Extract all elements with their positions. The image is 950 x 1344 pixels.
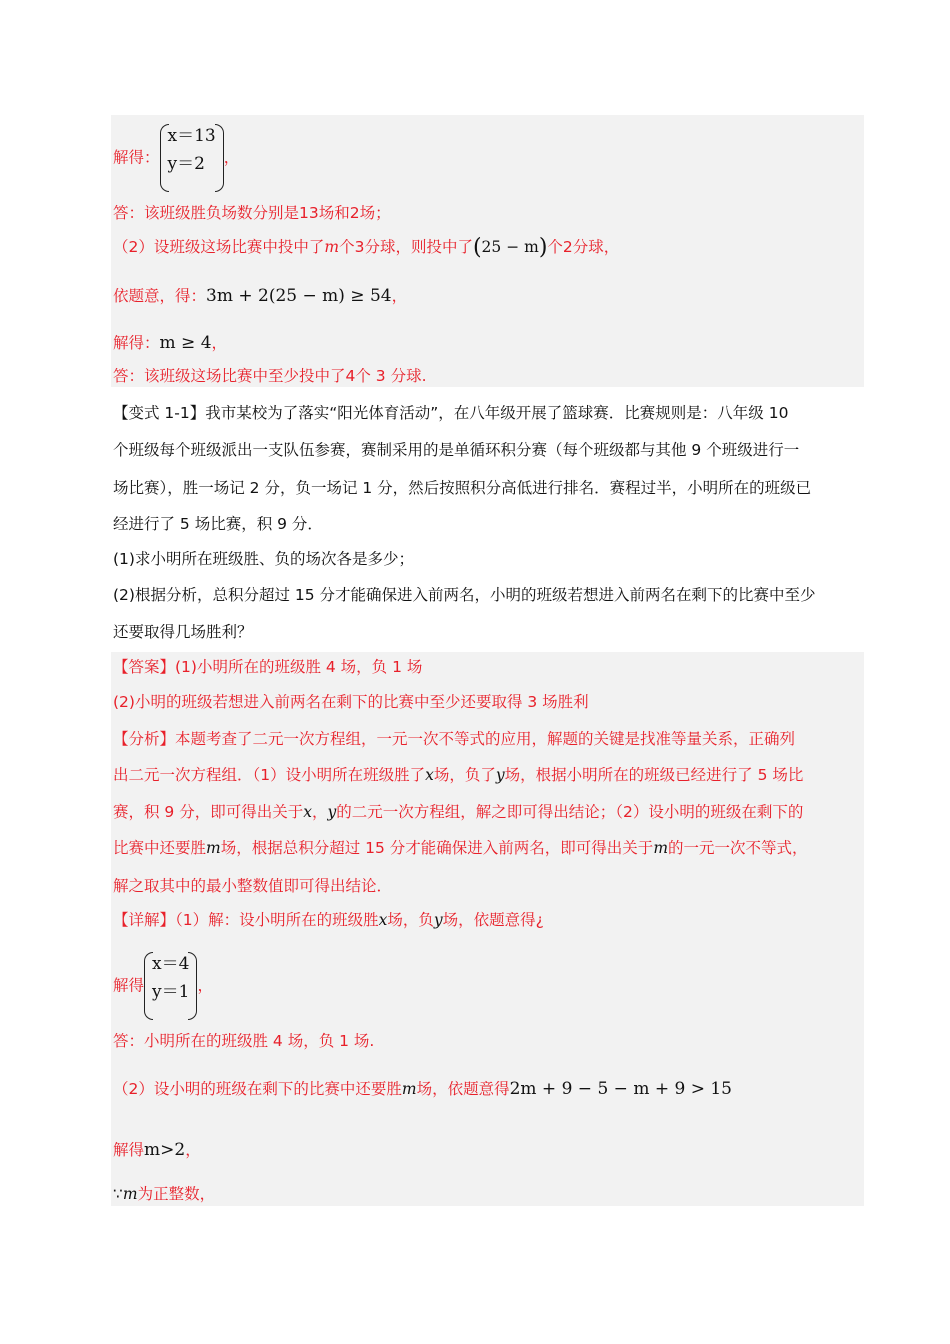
answer-line-3: 答：小明所在的班级胜 4 场，负 1 场. xyxy=(113,1032,375,1050)
problem-line-2: 个班级每个班级派出一支队伍参赛，赛制采用的是单循环积分赛（每个班级都与其他 9 个班级进行一 xyxy=(113,441,800,459)
solve-line-2: 解得：m ≥ 4， xyxy=(113,333,228,353)
question-2-line-2: 还要取得几场胜利？ xyxy=(113,623,253,641)
solve-line-4: 解得m>2， xyxy=(113,1140,201,1160)
analysis-line-2: 出二元一次方程组．（1）设小明所在班级胜了x场，负了y场，根据小明所在的班级已经进行了 5 场比 xyxy=(113,766,804,784)
solve-line-3: 解得 x＝4 y＝1 ， xyxy=(113,950,213,1010)
equation-system-1 xyxy=(160,122,224,194)
inequality-expr-2: 2m + 9 − 5 − m + 9 > 15 xyxy=(509,1079,732,1099)
equation-y: y＝2 xyxy=(167,154,205,174)
because-line: ∵m为正整数， xyxy=(113,1185,216,1203)
analysis-line-5: 解之取其中的最小整数值即可得出结论． xyxy=(113,877,393,895)
problem-line-3: 场比赛），胜一场记 2 分，负一场记 1 分，然后按照积分高低进行排名．赛程过半，小明所在的班级已 xyxy=(113,479,812,497)
detail-line: 【详解】（1）解：设小明所在的班级胜x场，负y场，依题意得¿ xyxy=(113,911,544,929)
solve-label: 解得： xyxy=(113,148,160,167)
question-2-line-1: (2)根据分析，总积分超过 15 分才能确保进入前两名，小明的班级若想进入前两名在剩下的比赛中至少 xyxy=(113,586,816,604)
answer-part-1: 【答案】(1)小明所在的班级胜 4 场，负 1 场 xyxy=(113,658,423,676)
problem-line-1: 【变式 1-1】我市某校为了落实“阳光体育活动”，在八年级开展了篮球赛．比赛规则是：八年级 10 xyxy=(113,404,789,422)
question-1: (1)求小明所在班级胜、负的场次各是多少； xyxy=(113,550,414,568)
inequality-expr: 3m + 2(25 − m) ≥ 54 xyxy=(206,286,392,306)
answer-line-1: 答：该班级胜负场数分别是13场和2场； xyxy=(113,204,391,222)
inequality-line: 依题意，得：3m + 2(25 − m) ≥ 54， xyxy=(113,286,408,306)
answer-line-2: 答：该班级这场比赛中至少投中了4个 3 分球. xyxy=(113,367,427,385)
part2-setup-line: （2）设班级这场比赛中投中了m个3分球，则投中了(25 − m)个2分球， xyxy=(113,235,620,260)
answer-part-2: (2)小明的班级若想进入前两名在剩下的比赛中至少还要取得 3 场胜利 xyxy=(113,693,589,711)
part2-inequality-line: （2）设小明的班级在剩下的比赛中还要胜m场，依题意得2m + 9 − 5 − m + 9 > 15 xyxy=(113,1079,732,1099)
analysis-line-1: 【分析】本题考查了二元一次方程组，一元一次不等式的应用，解题的关键是找准等量关系，正确列 xyxy=(113,730,796,748)
problem-line-4: 经进行了 5 场比赛，积 9 分． xyxy=(113,515,323,533)
analysis-line-4: 比赛中还要胜m场，根据总积分超过 15 分才能确保进入前两名，即可得出关于m的一元一次不等式， xyxy=(113,839,808,857)
equation-y: y＝1 xyxy=(152,982,190,1002)
solve-line-1: 解得： x＝13 y＝2 ， xyxy=(113,122,239,182)
equation-x: x＝4 xyxy=(152,954,190,974)
analysis-line-3: 赛，积 9 分，即可得出关于x，y的二元一次方程组，解之即可得出结论；（2）设小明的班级在剩下的 xyxy=(113,803,804,821)
equation-x: x＝13 xyxy=(167,126,216,146)
equation-system-2 xyxy=(144,950,197,1022)
